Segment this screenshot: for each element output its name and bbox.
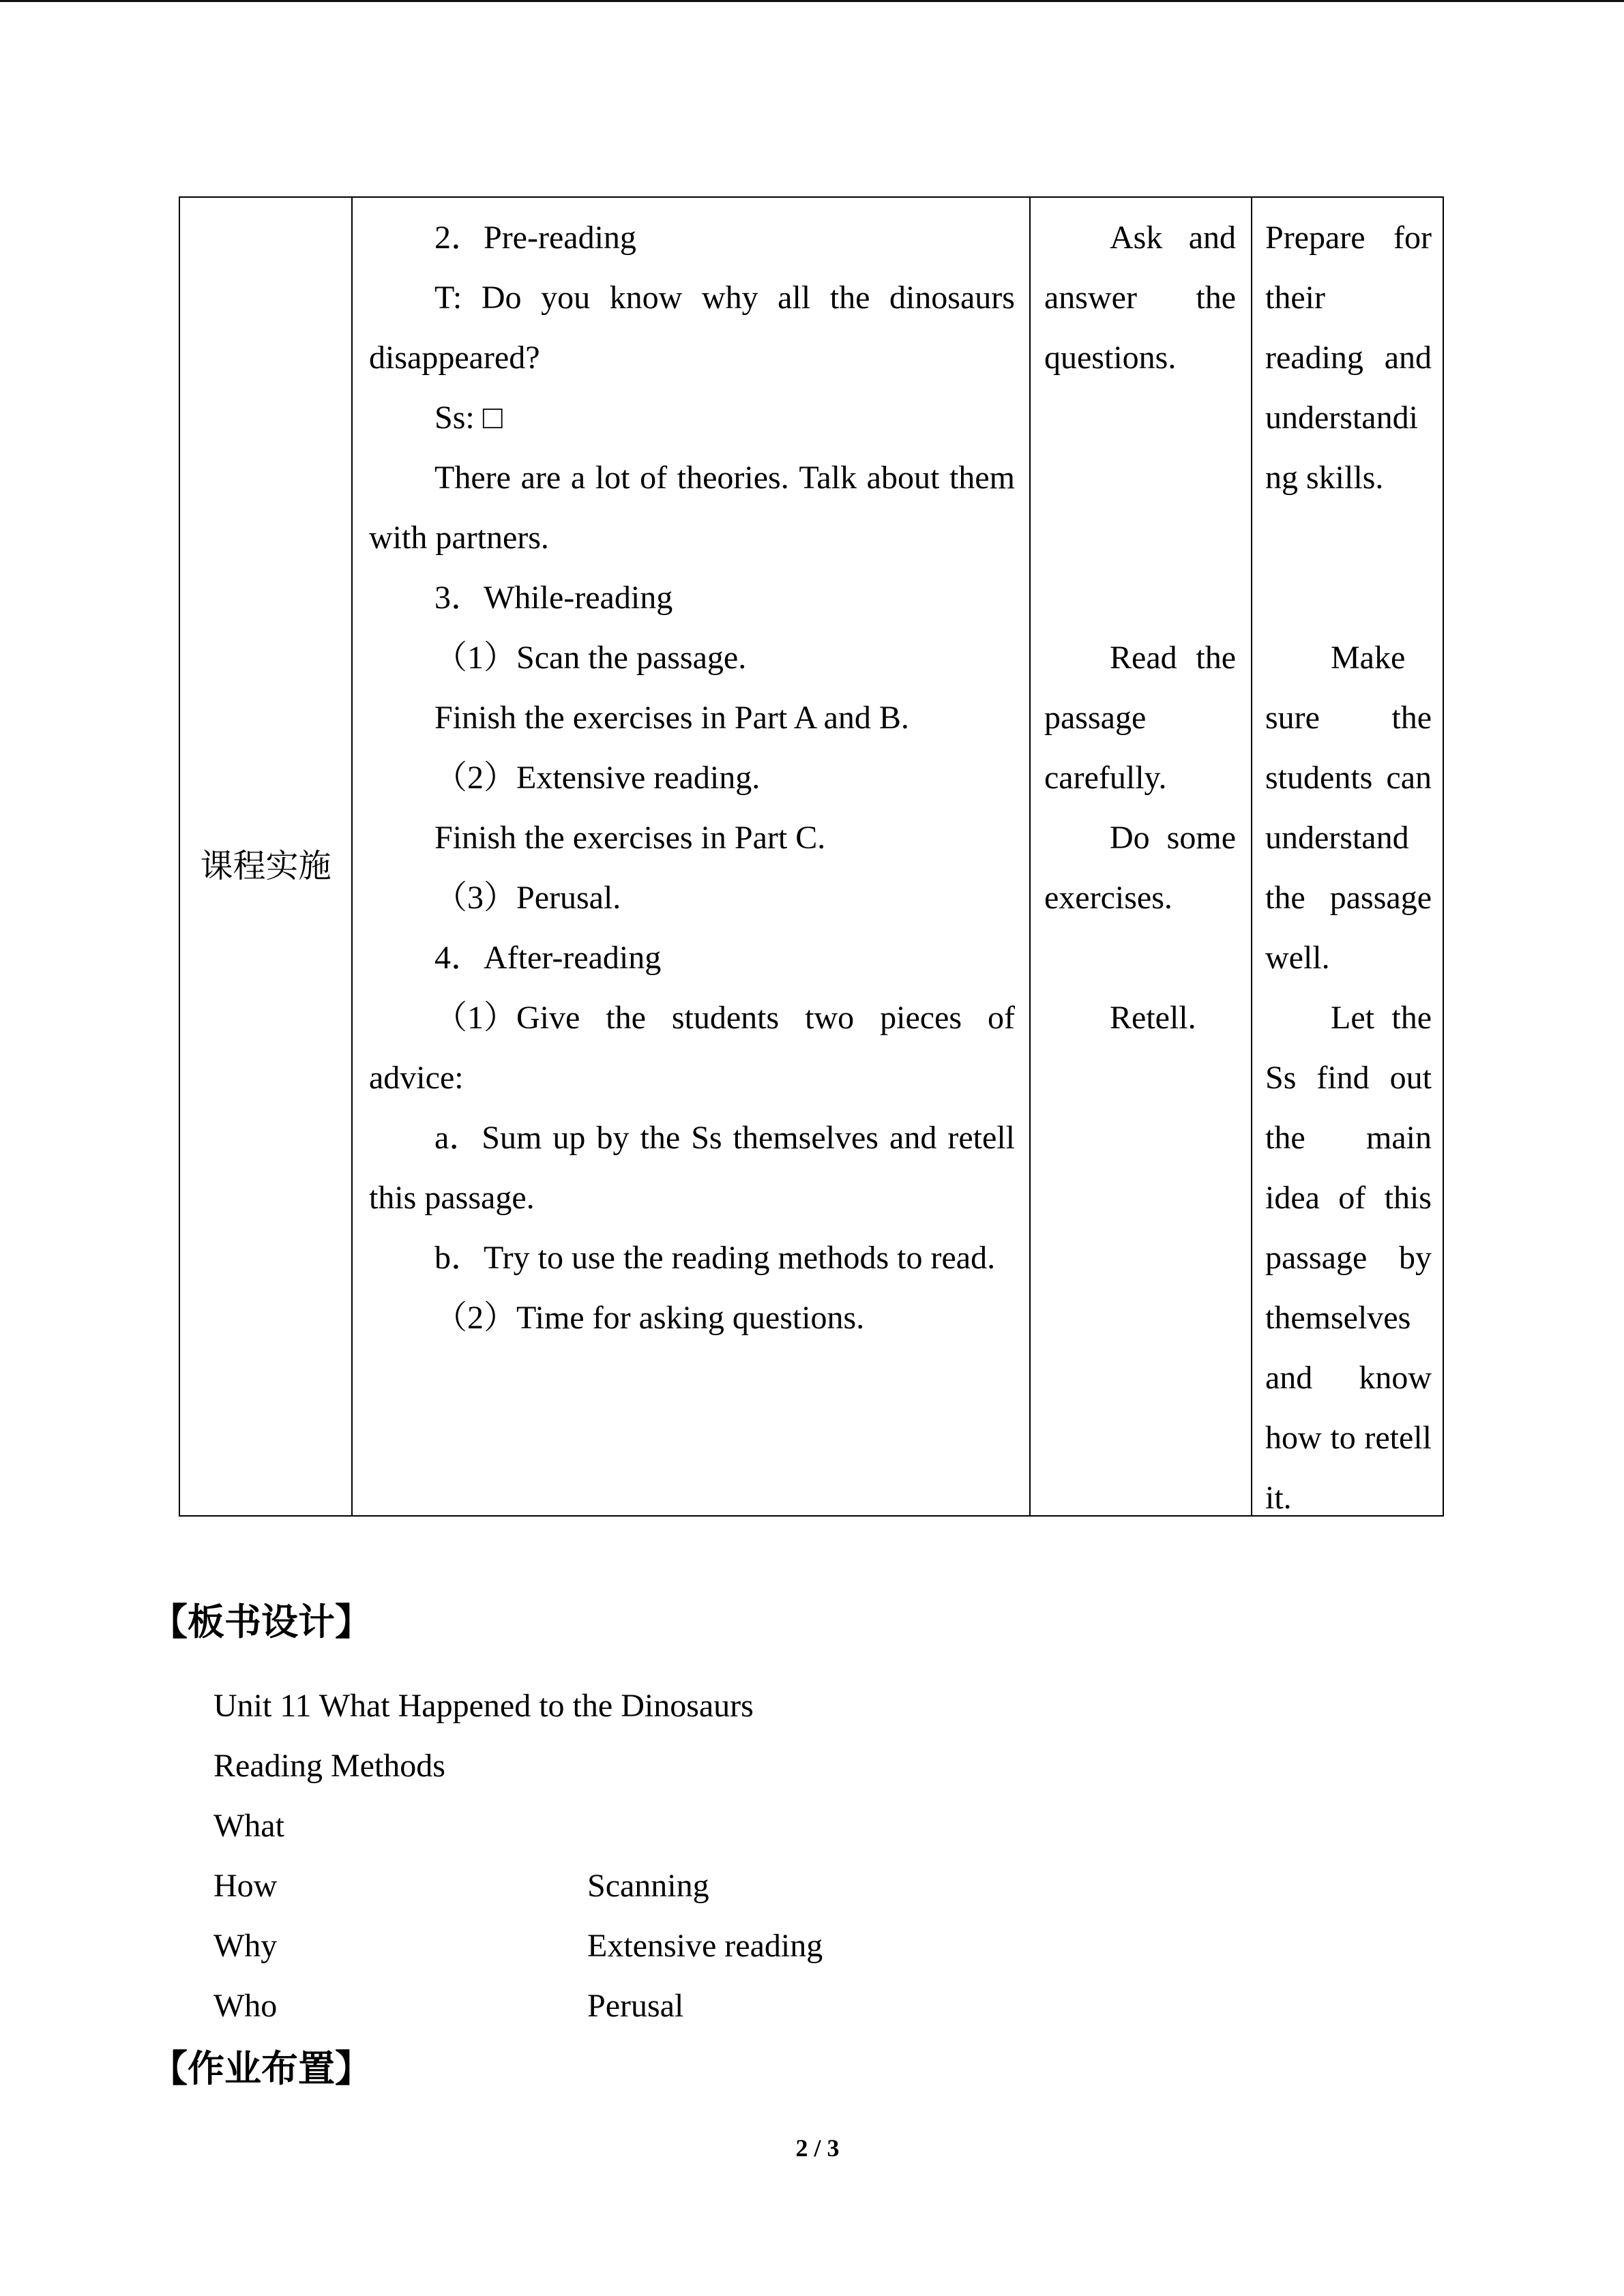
intent-line: [1265, 1348, 1432, 1408]
word: sure: [1265, 700, 1320, 736]
word: the: [1196, 280, 1236, 316]
intent-line: [1265, 628, 1432, 688]
procedure-paragraph: [369, 688, 1015, 748]
activity-line: carefully.: [1044, 760, 1167, 796]
activity-line: [1044, 628, 1236, 688]
procedure-content: [369, 208, 1015, 1348]
reading-method: Scanning: [587, 1868, 709, 1904]
word: Prepare: [1265, 220, 1365, 256]
intent-line: it.: [1265, 1480, 1292, 1516]
procedure-paragraph: [369, 568, 1015, 628]
intent-line: [1265, 208, 1432, 268]
word: and: [1188, 220, 1236, 256]
word: and: [1265, 1360, 1313, 1396]
question-word: How: [213, 1868, 278, 1904]
intent-line: [1265, 1408, 1432, 1468]
word: the: [1391, 1000, 1432, 1036]
procedure-line: advice:: [369, 1060, 464, 1096]
word: out: [1389, 1060, 1432, 1096]
procedure-paragraph: [369, 748, 1015, 808]
procedure-paragraph: [369, 1228, 1015, 1288]
procedure-line: 2．Pre-reading: [434, 220, 636, 256]
word: the: [1265, 880, 1305, 916]
word: a: [570, 460, 586, 496]
question-word: Who: [213, 1988, 278, 2024]
reading-method: Extensive reading: [587, 1928, 823, 1964]
word: by: [596, 1120, 630, 1156]
word: their: [1265, 280, 1325, 316]
word: for: [1393, 220, 1432, 256]
word: Ss: [1265, 1060, 1297, 1096]
procedure-line: （1）Scan the passage.: [434, 640, 747, 676]
procedure-line: with partners.: [369, 520, 549, 556]
blank-line: [1044, 448, 1236, 508]
activity-paragraph: [1044, 808, 1236, 928]
row-label-cell: [180, 198, 351, 1515]
procedure-line: disappeared?: [369, 340, 540, 376]
word: about: [866, 460, 940, 496]
word: Do: [1110, 820, 1150, 856]
intent-line: [1265, 748, 1432, 808]
word: you: [541, 280, 591, 316]
procedure-line: [369, 268, 1015, 328]
blank-line: [1265, 508, 1432, 568]
word: students: [671, 1000, 780, 1036]
word: Ss: [691, 1120, 722, 1156]
activity-line: Retell.: [1110, 1000, 1196, 1036]
board-title: [213, 1676, 1032, 1736]
blank-line: [1044, 928, 1236, 988]
intent-line: [1265, 1048, 1432, 1108]
procedure-line: 4．After-reading: [434, 940, 662, 976]
procedure-paragraph: [369, 988, 1015, 1108]
intent-line: [1265, 388, 1432, 448]
word: Read: [1110, 640, 1177, 676]
question-word: What: [213, 1808, 284, 1844]
procedure-paragraph: [369, 628, 1015, 688]
procedure-paragraph: [369, 208, 1015, 268]
activity-line: questions.: [1044, 340, 1177, 376]
intent-line: [1265, 1288, 1432, 1348]
intent-line: [1265, 328, 1432, 388]
word: T:: [434, 280, 462, 316]
intent-line: [1265, 688, 1432, 748]
word: （1）Give: [434, 1000, 580, 1036]
word: idea: [1265, 1180, 1320, 1216]
word: why: [701, 280, 758, 316]
procedure-line: Ss: □: [434, 400, 503, 436]
board-subtitle-text: Reading Methods: [213, 1748, 445, 1784]
design-intent-content: [1265, 208, 1432, 1528]
blank-line: [1044, 388, 1236, 448]
word: themselves: [733, 1120, 879, 1156]
activity-line: exercises.: [1044, 880, 1172, 916]
word: two: [805, 1000, 855, 1036]
word: lot: [595, 460, 630, 496]
board-row: [213, 1976, 1032, 2036]
word: and: [889, 1120, 937, 1156]
word: of: [1338, 1180, 1366, 1216]
intent-line: well.: [1265, 940, 1330, 976]
procedure-line: [369, 988, 1015, 1048]
word: passage: [1044, 700, 1147, 736]
procedure-paragraph: [369, 1108, 1015, 1228]
student-activity-content: [1044, 208, 1236, 1048]
word: the: [640, 1120, 681, 1156]
activity-line: [1044, 208, 1236, 268]
word: the: [829, 280, 870, 316]
word: the: [1391, 700, 1432, 736]
word: pieces: [880, 1000, 962, 1036]
word: main: [1366, 1120, 1432, 1156]
word: and: [1384, 340, 1432, 376]
student-activity-cell: [1029, 198, 1251, 1515]
row-label: 课程实施: [200, 848, 331, 884]
activity-line: [1044, 268, 1236, 328]
board-design-heading: 【板书设计】: [151, 1600, 372, 1643]
procedure-line: [369, 1108, 1015, 1168]
word: Ask: [1110, 220, 1163, 256]
word: can: [1386, 760, 1432, 796]
activity-paragraph: [1044, 628, 1236, 808]
intent-line: [1265, 808, 1432, 868]
word: a．Sum: [434, 1120, 542, 1156]
word: to: [1330, 1420, 1356, 1456]
word: how: [1265, 1420, 1322, 1456]
blank-line: [1044, 568, 1236, 628]
procedure-paragraph: [369, 1288, 1015, 1348]
board-title-text: Unit 11 What Happened to the Dinosaurs: [213, 1688, 754, 1724]
procedure-paragraph: [369, 808, 1015, 868]
word: the: [606, 1000, 646, 1036]
word: find: [1316, 1060, 1370, 1096]
procedure-paragraph: [369, 928, 1015, 988]
word: by: [1399, 1240, 1432, 1276]
word: understandi: [1265, 400, 1418, 436]
page-top-edge: [0, 0, 1624, 2]
word: understand: [1265, 820, 1409, 856]
activity-paragraph: [1044, 208, 1236, 388]
procedure-line: this passage.: [369, 1180, 535, 1216]
word: Let: [1331, 1000, 1374, 1036]
word: some: [1166, 820, 1236, 856]
procedure-cell: [351, 198, 1029, 1515]
procedure-line: 3．While-reading: [434, 580, 673, 616]
word: the: [1196, 640, 1236, 676]
word: theories.: [677, 460, 789, 496]
word: are: [520, 460, 561, 496]
word: up: [552, 1120, 586, 1156]
word: Talk: [799, 460, 857, 496]
activity-line: [1044, 808, 1236, 868]
word: dinosaurs: [889, 280, 1015, 316]
word: know: [609, 280, 683, 316]
intent-line: [1265, 1108, 1432, 1168]
word: passage: [1329, 880, 1432, 916]
intent-paragraph: [1265, 208, 1432, 508]
procedure-line: （2）Time for asking questions.: [434, 1300, 865, 1336]
intent-paragraph: [1265, 628, 1432, 988]
intent-line: [1265, 268, 1432, 328]
lesson-table: [179, 196, 1444, 1517]
page-number: 2 / 3: [795, 2134, 840, 2162]
word: all: [778, 280, 811, 316]
board-design: [213, 1676, 1032, 2036]
word: of: [640, 460, 668, 496]
procedure-line: [369, 448, 1015, 508]
board-row: [213, 1916, 1032, 1976]
word: of: [988, 1000, 1015, 1036]
design-intent-cell: [1251, 198, 1443, 1515]
intent-line: ng skills.: [1265, 460, 1384, 496]
word: know: [1359, 1360, 1432, 1396]
procedure-line: Finish the exercises in Part A and B.: [434, 700, 909, 736]
blank-line: [1044, 508, 1236, 568]
word: Do: [481, 280, 522, 316]
intent-line: [1265, 1228, 1432, 1288]
intent-line: [1265, 868, 1432, 928]
procedure-paragraph: [369, 268, 1015, 388]
word: answer: [1044, 280, 1137, 316]
procedure-line: （2）Extensive reading.: [434, 760, 761, 796]
intent-paragraph: [1265, 988, 1432, 1528]
word: students: [1265, 760, 1373, 796]
procedure-paragraph: [369, 448, 1015, 568]
homework-heading: 【作业布置】: [151, 2047, 372, 2090]
word: retell: [1364, 1420, 1432, 1456]
word: Make: [1331, 640, 1406, 676]
board-row: [213, 1796, 1032, 1856]
procedure-line: （3）Perusal.: [434, 880, 621, 916]
procedure-line: b．Try to use the reading methods to read.: [434, 1240, 996, 1276]
word: this: [1384, 1180, 1432, 1216]
intent-line: [1265, 1168, 1432, 1228]
procedure-line: Finish the exercises in Part C.: [434, 820, 826, 856]
blank-line: [1265, 568, 1432, 628]
board-row: [213, 1856, 1032, 1916]
board-subtitle: [213, 1736, 1032, 1796]
activity-paragraph: [1044, 988, 1236, 1048]
word: There: [434, 460, 511, 496]
intent-line: [1265, 988, 1432, 1048]
word: them: [949, 460, 1015, 496]
word: retell: [947, 1120, 1015, 1156]
word: reading: [1265, 340, 1363, 376]
word: themselves: [1265, 1300, 1411, 1336]
reading-method: Perusal: [587, 1988, 684, 2024]
question-word: Why: [213, 1928, 278, 1964]
activity-line: [1044, 688, 1236, 748]
word: the: [1265, 1120, 1305, 1156]
procedure-paragraph: [369, 388, 1015, 448]
procedure-paragraph: [369, 868, 1015, 928]
word: passage: [1265, 1240, 1368, 1276]
